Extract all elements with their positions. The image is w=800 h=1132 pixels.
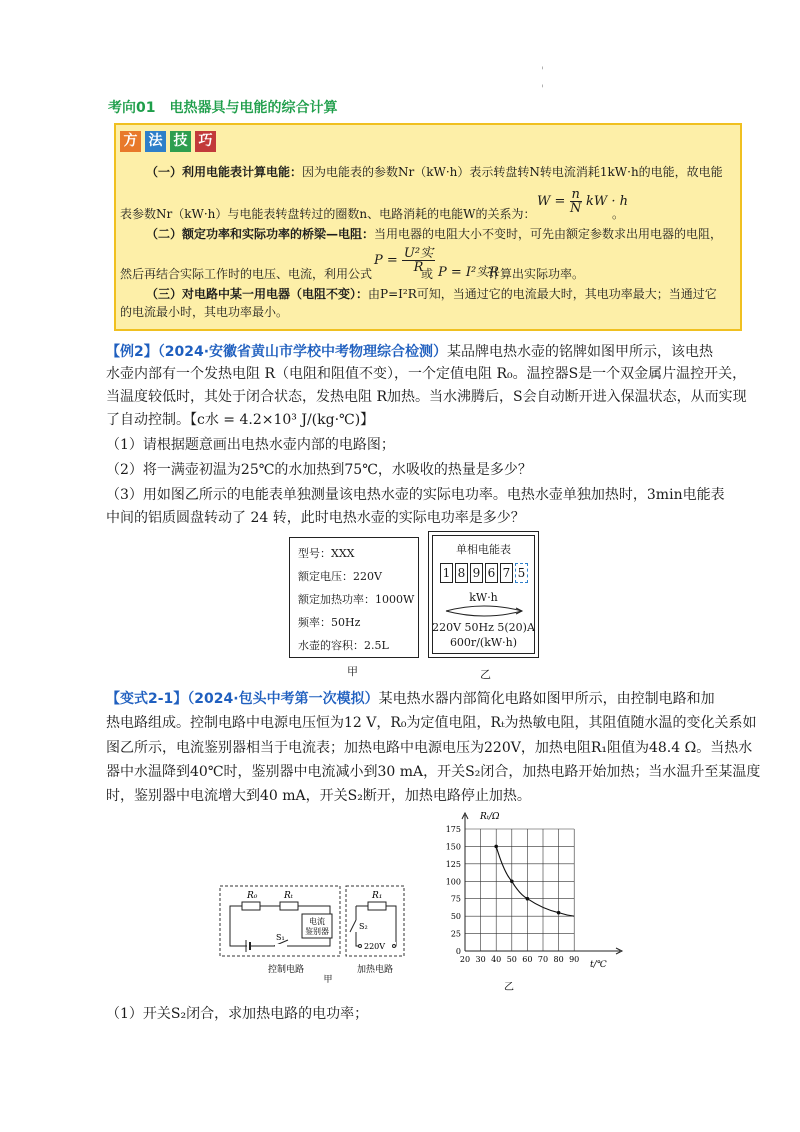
variant-source: （2024·包头中考第一次模拟） <box>187 691 379 707</box>
nameplate-line: 频率：50Hz <box>298 616 361 629</box>
tips-badge: 巧 <box>195 131 216 152</box>
formula-lhs: P = <box>374 253 398 268</box>
tips-item-2-head: （二）额定功率和实际功率的桥梁—电阻： <box>146 227 375 241</box>
example2-question: （2）将一满壶初温为25℃的水加热到75℃，水吸收的热量是多少？ <box>106 462 532 478</box>
nameplate-line: 水壶的容积：2.5L <box>298 639 389 652</box>
example2-line <box>106 341 713 363</box>
tips-item-1-cont: 表参数Nr（kW·h）与电能表转盘转过的圈数n、电路消耗的电能W的关系为： <box>120 207 536 221</box>
formula-end: 。 <box>612 207 625 221</box>
y-axis-label: Rₜ/Ω <box>480 812 500 822</box>
formula-num: n <box>571 187 580 202</box>
header-mark: ' <box>541 84 544 95</box>
nameplate-line: 额定加热功率：1000W <box>298 593 415 606</box>
example2-source: （2024·安徽省黄山市学校中考物理综合检测） <box>157 344 448 360</box>
r0-resistor <box>242 902 260 910</box>
meter-disc-arc <box>446 606 522 611</box>
meter-spec: 220V 50Hz 5(20)A <box>432 621 535 634</box>
tips-item-2 <box>146 226 722 242</box>
y-tick-label: 50 <box>450 912 461 922</box>
formula-fraction <box>570 188 582 215</box>
meter-arrow-icon <box>516 608 522 614</box>
variant-line <box>106 688 715 710</box>
battery-gap <box>247 944 249 948</box>
variant-question: （1）开关S₂闭合，求加热电路的电功率； <box>106 1006 369 1022</box>
chart-caption: 乙 <box>504 982 514 993</box>
tips-badge: 方 <box>120 131 141 152</box>
r0-label: R₀ <box>247 891 258 901</box>
tips-badge: 技 <box>170 131 191 152</box>
tips-item-1-head: （一）利用电能表计算电能： <box>146 165 303 179</box>
chart-grid <box>465 829 574 951</box>
detector-label: 电流 <box>309 917 325 926</box>
x-tick-label: 90 <box>569 955 580 964</box>
meter-digit: 7 <box>500 563 513 583</box>
circuit-diagram <box>218 884 438 984</box>
y-tick-label: 100 <box>445 877 461 887</box>
y-tick-label: 175 <box>445 825 461 834</box>
variant-tag: 【变式2-1】 <box>106 691 188 707</box>
meter-digit: 8 <box>455 563 468 583</box>
y-tick-label: 125 <box>445 859 461 869</box>
meter-digit: 1 <box>440 563 453 583</box>
meter-disc-arc <box>446 611 522 616</box>
example2-tag: 【例2】 <box>106 344 158 360</box>
header-mark: ' <box>541 66 544 77</box>
variant-line: 热电路组成。控制电路中电源电压恒为12 V，R₀为定值电阻，Rₜ为热敏电阻，其阻值随水温的变化关系如 <box>106 715 757 731</box>
s2-label: S₂ <box>359 922 368 931</box>
tips-badge: 法 <box>145 131 166 152</box>
example2-question: 中间的铝质圆盘转动了 24 转，此时电热水壶的实际电功率是多少？ <box>106 510 525 526</box>
data-point <box>494 845 498 849</box>
formula-den: N <box>570 201 582 216</box>
tips-item-1-text: 因为电能表的参数Nr（kW·h）表示转盘转N转电流消耗1kW·h的电能，故电能 <box>302 165 723 179</box>
data-point <box>557 911 561 915</box>
chart-ticks <box>446 825 580 964</box>
r1-resistor <box>368 902 386 910</box>
resistance-temperature-chart <box>440 805 640 995</box>
variant-line: 图乙所示，电流鉴别器相当于电流表；加热电路中电源电压为220V，加热电阻R₁阻值为48.4 Ω。当热水 <box>106 740 753 756</box>
meter-caption: 乙 <box>480 668 491 681</box>
rt-label: Rₜ <box>284 891 293 901</box>
r1-label: R₁ <box>372 891 383 901</box>
tips-item-2-cont: 然后再结合实际工作时的电压、电流，利用公式 <box>120 267 373 281</box>
chart-series <box>494 845 574 917</box>
meter-digit: 9 <box>470 563 483 583</box>
variant-line: 时，鉴别器中电流增大到40 mA，开关S₂断开，加热电路停止加热。 <box>106 788 531 804</box>
rt-resistor <box>280 902 298 910</box>
example2-line: 当温度较低时，其处于闭合状态，发热电阻 R加热。当水沸腾后，S会自动断开进入保温状态，从而实现 <box>106 389 747 405</box>
tips-item-2-end: 计算出实际功率。 <box>488 267 585 281</box>
y-tick-label: 25 <box>450 929 461 939</box>
tips-item-1 <box>146 164 723 180</box>
formula-power-i: P = I²实R <box>438 265 500 280</box>
tips-item-2-text: 当用电器的电阻大小不变时，可先由额定参数求出用电器的电阻， <box>374 227 723 241</box>
meter-spec: 600r/(kW·h) <box>449 636 518 649</box>
nameplate-line: 型号：XXX <box>298 547 355 560</box>
formula-lhs: W = <box>537 194 566 209</box>
example2-question: （1）请根据题意画出电热水壶内部的电路图； <box>106 437 395 453</box>
variant-line: 器中水温降到40℃时，鉴别器中电流减小到30 mA，开关S₂闭合，加热电路开始加热；当水温升至某温度 <box>106 764 761 780</box>
example2-line: 水壶内部有一个发热电阻 R（电阻和阻值不变），一个定值电阻 R₀。温控器S是一个双金属片温控开关， <box>106 366 747 382</box>
variant-text: 某电热水器内部简化电路如图甲所示，由控制电路和加 <box>378 691 715 707</box>
source-label: 220V <box>364 942 386 951</box>
x-tick-label: 30 <box>475 955 486 964</box>
data-point <box>526 897 530 901</box>
x-tick-label: 50 <box>506 955 517 964</box>
tips-item-3-head: （三）对电路中某一用电器（电阻不变）： <box>146 287 369 301</box>
formula-rhs: kW · h <box>586 194 629 209</box>
x-tick-label: 20 <box>459 955 471 964</box>
s1-label: S₁ <box>276 933 285 942</box>
nameplate-line: 额定电压：220V <box>298 570 382 583</box>
section-title: 考向01 电热器具与电能的综合计算 <box>108 100 338 116</box>
heating-circuit-label: 加热电路 <box>356 965 394 975</box>
meter-disc-window <box>444 603 524 619</box>
chart-axes <box>462 813 622 954</box>
data-point <box>510 879 514 883</box>
example2-question: （3）用如图乙所示的电能表单独测量该电热水壶的实际电功率。电热水壶单独加热时，3min电能表 <box>106 487 725 503</box>
formula-num: U²实 <box>403 246 434 261</box>
tips-item-3-text: 由P=I²R可知，当通过它的电流最大时，其电功率最大；当通过它 <box>368 287 717 301</box>
y-tick-label: 0 <box>455 947 461 956</box>
meter-digit-decimal: 5 <box>515 563 528 583</box>
y-tick-label: 75 <box>450 894 461 904</box>
switch-gap <box>275 944 287 948</box>
control-circuit-label: 控制电路 <box>267 965 305 975</box>
detector-label: 鉴别器 <box>305 927 329 936</box>
formula-or: 或 <box>421 267 434 281</box>
meter-unit: kW·h <box>469 591 498 604</box>
meter-title: 单相电能表 <box>456 543 511 556</box>
x-tick-label: 60 <box>522 955 533 964</box>
meter-digit: 6 <box>485 563 498 583</box>
circuit-caption: 甲 <box>323 975 333 984</box>
formula-den: R <box>413 260 424 275</box>
example2-line: 了自动控制。【c水 = 4.2×10³ J/(kg·℃)】 <box>106 412 375 428</box>
tips-item-3-cont: 的电流最小时，其电功率最小。 <box>120 305 289 319</box>
nameplate-caption: 甲 <box>347 665 358 678</box>
example2-text: 某品牌电热水壶的铭牌如图甲所示，该电热 <box>447 344 714 360</box>
tips-item-3 <box>146 286 717 302</box>
x-axis-label: t/℃ <box>590 960 607 970</box>
x-tick-label: 80 <box>553 955 564 964</box>
y-tick-label: 150 <box>445 842 461 852</box>
x-tick-label: 40 <box>491 955 502 964</box>
x-tick-label: 70 <box>537 955 549 964</box>
